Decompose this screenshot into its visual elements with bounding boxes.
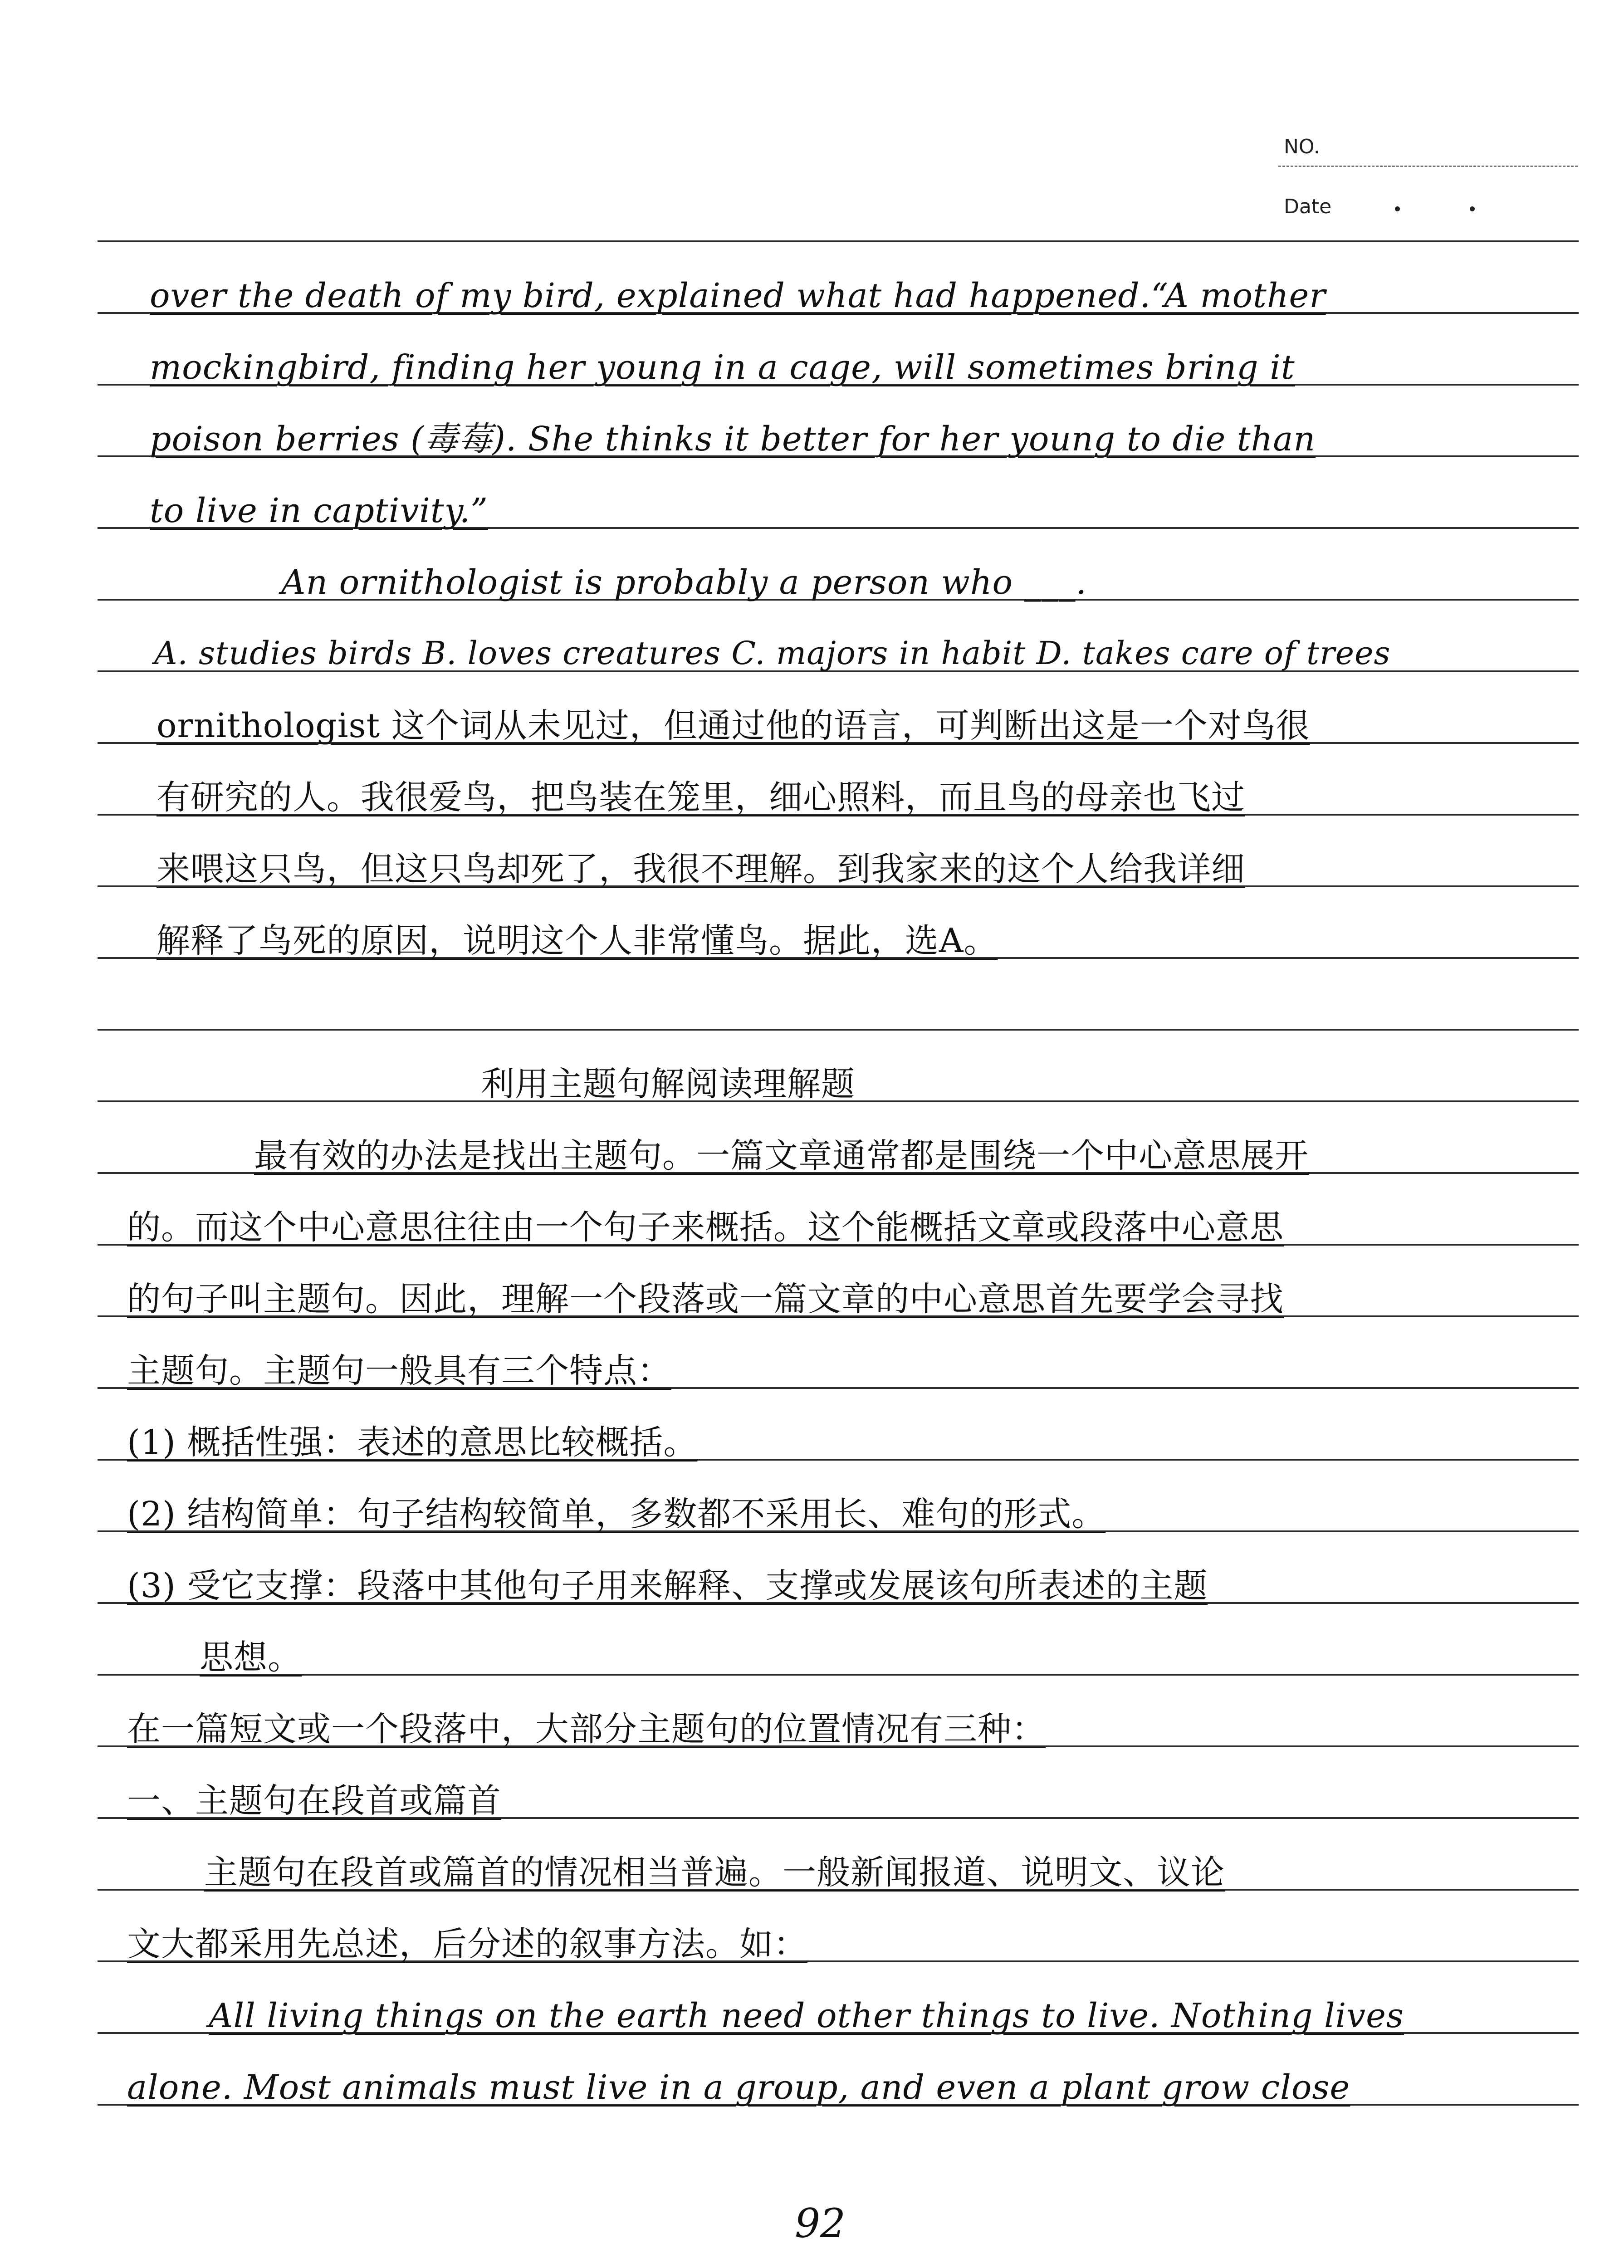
- body-line: 文大都采用先总述，后分述的叙事方法。如：: [127, 1925, 807, 1964]
- body-line: 主题句在段首或篇首的情况相当普遍。一般新闻报道、说明文、议论: [204, 1853, 1225, 1892]
- section-title: 利用主题句解阅读理解题: [481, 1065, 855, 1104]
- passage-line: mockingbird, finding her young in a cage, will sometimes bring it: [150, 348, 1295, 387]
- date-separator-dot: [1395, 206, 1400, 211]
- feature-item-continued: 思想。: [200, 1638, 302, 1677]
- explanation-line: 有研究的人。我很爱鸟，把鸟装在笼里，细心照料，而且鸟的母亲也飞过: [157, 778, 1245, 817]
- passage-line: to live in captivity.”: [150, 491, 488, 530]
- body-line: 的句子叫主题句。因此，理解一个段落或一篇文章的中心意思首先要学会寻找: [127, 1280, 1284, 1319]
- explanation-line: 解释了鸟死的原因，说明这个人非常懂鸟。据此，选A。: [157, 921, 998, 960]
- example-passage-line: alone. Most animals must live in a group, and even a plant grow close: [127, 2068, 1350, 2107]
- body-line: 主题句。主题句一般具有三个特点：: [127, 1351, 671, 1390]
- blank-line: [150, 996, 1565, 1059]
- date-separator-dot: [1470, 206, 1475, 211]
- question-stem: An ornithologist is probably a person who ___.: [281, 563, 1087, 602]
- answer-options: A. studies birds B. loves creatures C. majors in habit D. takes care of trees: [154, 635, 1391, 672]
- subsection-heading: 一、主题句在段首或篇首: [127, 1781, 501, 1820]
- feature-item: (1) 概括性强：表述的意思比较概括。: [127, 1423, 698, 1462]
- feature-item: (2) 结构简单：句子结构较简单，多数都不采用长、难句的形式。: [127, 1495, 1106, 1534]
- body-line: 最有效的办法是找出主题句。一篇文章通常都是围绕一个中心意思展开: [254, 1136, 1309, 1175]
- explanation-line: 来喂这只鸟，但这只鸟却死了，我很不理解。到我家来的这个人给我详细: [157, 850, 1245, 889]
- header-no-label: NO.: [1284, 135, 1320, 158]
- body-line: 在一篇短文或一个段落中，大部分主题句的位置情况有三种：: [127, 1710, 1046, 1749]
- page-number: 92: [795, 2200, 846, 2247]
- example-passage-line: All living things on the earth need other things to live. Nothing lives: [209, 1996, 1404, 2035]
- passage-line: poison berries (毒莓). She thinks it better for her young to die than: [150, 420, 1316, 459]
- header-no-line: [1278, 166, 1578, 167]
- header-date-label: Date: [1284, 195, 1332, 218]
- explanation-line: ornithologist 这个词从未见过，但通过他的语言，可判断出这是一个对鸟很: [157, 706, 1310, 745]
- feature-item: (3) 受它支撑：段落中其他句子用来解释、支撑或发展该句所表述的主题: [127, 1566, 1208, 1605]
- passage-line: over the death of my bird, explained what had happened.“A mother: [150, 276, 1326, 315]
- ruled-line: [98, 240, 1579, 242]
- body-line: 的。而这个中心意思往往由一个句子来概括。这个能概括文章或段落中心意思: [127, 1208, 1284, 1247]
